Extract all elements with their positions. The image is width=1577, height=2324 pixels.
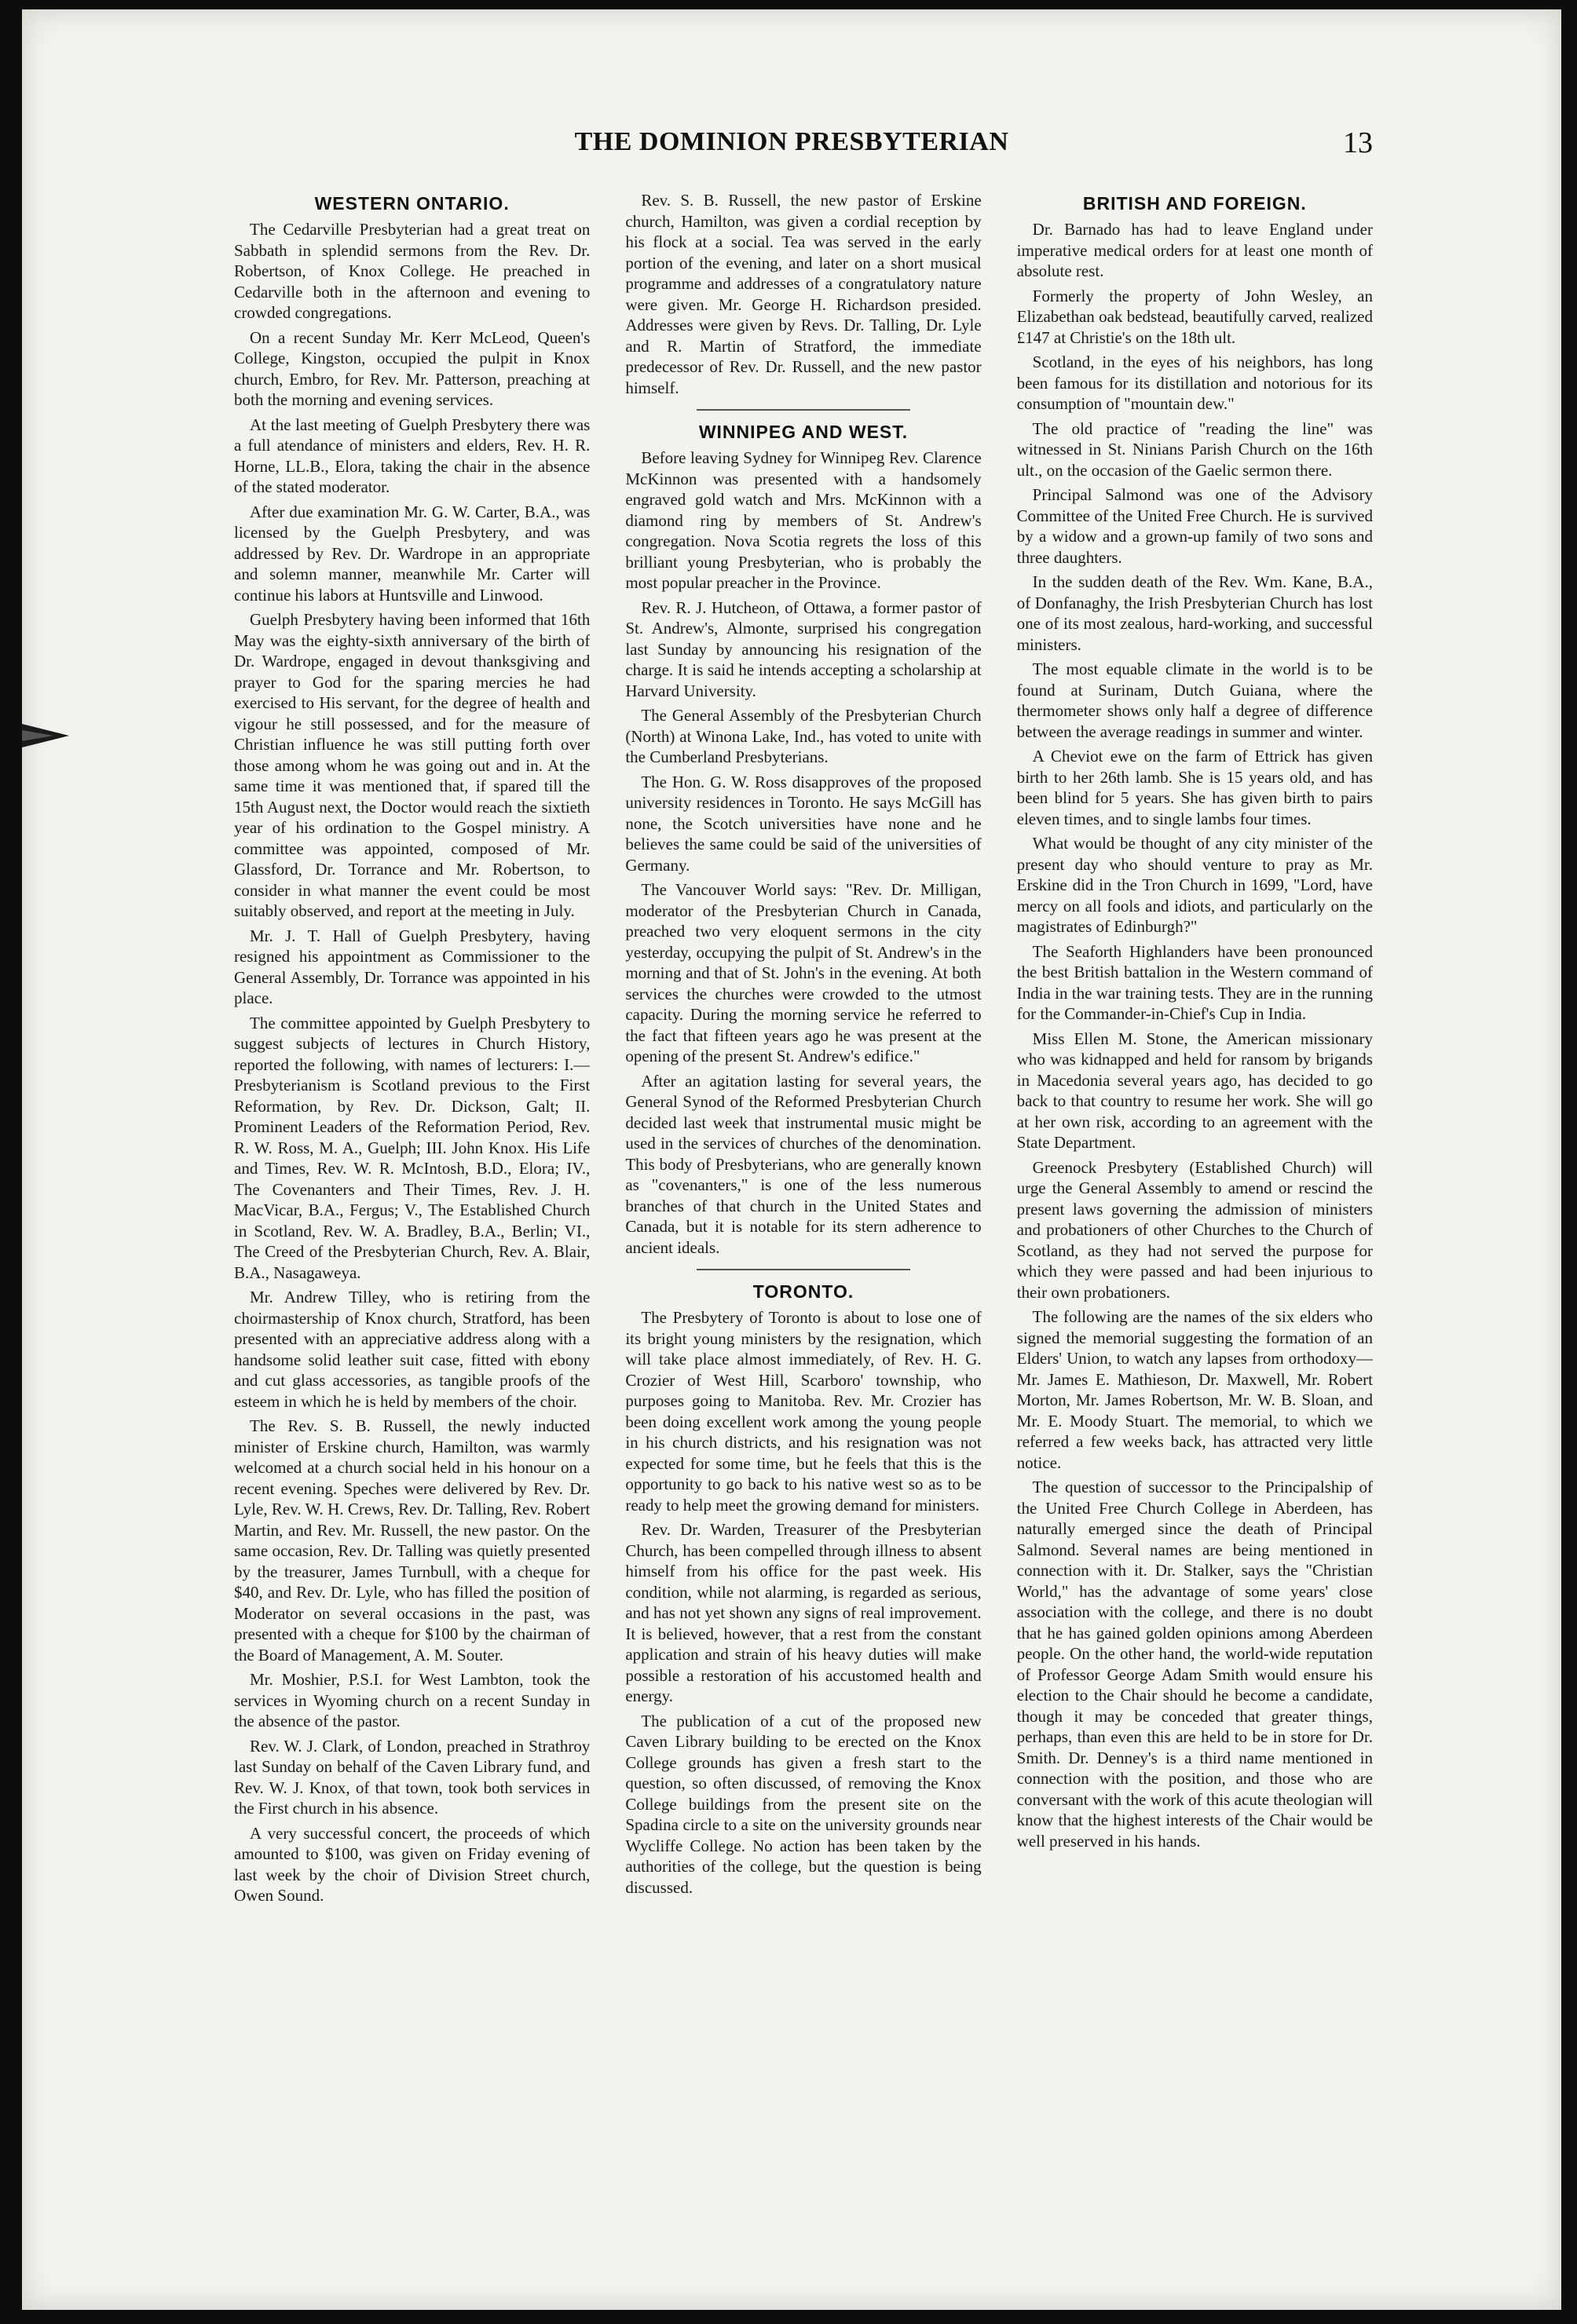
- paragraph-group: [1017, 219, 1373, 1851]
- article-paragraph: The question of successor to the Principalship of the United Free Church College in Aberdeen, has naturally emerged since the death of Principal Salmond. Several names are being mentioned in connection with it. Dr. Stalker, says the "Christian World," has the advantage of some years' close association with the college, and there is no doubt that he has gained golden opinions among Aberdeen people. On the other hand, the world-wide reputation of Professor George Adam Smith would ensure his election to the Chair should he become a candidate, though it may be conceded that greater things, perhaps, than even this are held to be in store for Dr. Smith. Dr. Denney's is a third name mentioned in connection with the position, and those who are conversant with the work of this acute theologian will know that the highest interests of the Chair would be well preserved in his hands.: [1016, 1478, 1373, 1851]
- article-paragraph: A Cheviot ewe on the farm of Ettrick has given birth to her 26th lamb. She is 15 years old, and has been blind for 5 years. She has given birth to pairs eleven times, and to single lambs four times.: [1016, 747, 1373, 828]
- article-paragraph: Miss Ellen M. Stone, the American missionary who was kidnapped and held for ransom by brigands in Macedonia several years ago, has decided to go back to that country to resume her work. She will go at her own risk, according to an agreement with the State Department.: [1016, 1029, 1373, 1152]
- article-paragraph: The publication of a cut of the proposed new Caven Library building to be erected on the Knox College grounds has given a fresh start to the question, so often discussed, of removing the Knox College buildings from the present site on the Spadina circle to a site on the university grounds near Wycliffe College. No action has been taken by the authorities of the college, but the question is being discussed.: [625, 1711, 982, 1897]
- article-paragraph: Rev. Dr. Warden, Treasurer of the Presbyterian Church, has been compelled through illness to absent himself from his office for the past week. His condition, while not alarming, is regarded as serious, and has not yet shown any signs of real improvement. It is believed, however, that a rest from the constant application and strain of his heavy duties will make possible a restoration of his accustomed health and energy.: [625, 1520, 982, 1705]
- article-paragraph: After due examination Mr. G. W. Carter, B.A., was licensed by the Guelph Presbytery, and was addressed by Rev. Dr. Wardrope in an appropriate and solemn manner, meanwhile Mr. Carter will continue his labors at Huntsville and Linwood.: [234, 502, 591, 605]
- section-divider: [697, 1269, 910, 1270]
- article-paragraph: Rev. S. B. Russell, the new pastor of Erskine church, Hamilton, was given a cordial reception by his flock at a social. Tea was served in the early portion of the evening, and later on a short musical programme and addresses of a congratulatory nature were given. Mr. George H. Richardson presided. Addresses were given by Revs. Dr. Talling, Dr. Lyle and R. Martin of Stratford, the immediate predecessor of Rev. Dr. Russell, and the new pastor himself.: [625, 191, 982, 397]
- article-paragraph: In the sudden death of the Rev. Wm. Kane, B.A., of Donfanaghy, the Irish Presbyterian Church has lost one of its most zealous, hard-working, and successful ministers.: [1016, 572, 1373, 654]
- column-british-foreign: [1017, 190, 1373, 2200]
- article-paragraph: On a recent Sunday Mr. Kerr McLeod, Queen's College, Kingston, occupied the pulpit in Knox church, Embro, for Rev. Mr. Patterson, preaching at both the morning and evening services.: [234, 327, 591, 409]
- scan-artifact-icon: [22, 716, 77, 755]
- section-divider: [697, 409, 910, 411]
- article-paragraph: At the last meeting of Guelph Presbytery there was a full atendance of ministers and elders, Rev. H. R. Horne, LL.B., Elora, taking the chair in the absence of the stated moderator.: [234, 415, 591, 496]
- article-paragraph: The Rev. S. B. Russell, the newly inducted minister of Erskine church, Hamilton, was warmly welcomed at a church social held in his honour on a recent evening. Speches were delivered by Rev. Dr. Lyle, Rev. W. H. Crews, Rev. Dr. Talling, Rev. Robert Martin, and Rev. Mr. Russell, the new pastor. On the same occasion, Rev. Dr. Talling was quietly presented by the treasurer, James Turnbull, with a cheque for $40, and Rev. Dr. Lyle, who has filled the position of Moderator on several occasions in the past, was presented with a cheque for $100 by the chairman of the Board of Management, A. M. Souter.: [234, 1416, 591, 1664]
- article-paragraph: A very successful concert, the proceeds of which amounted to $100, was given on Friday evening of last week by the choir of Division Street church, Owen Sound.: [234, 1823, 591, 1905]
- section-heading: BRITISH AND FOREIGN.: [1082, 193, 1307, 214]
- article-paragraph: Guelph Presbytery having been informed that 16th May was the eighty-sixth anniversary of the birth of Dr. Wardrope, engaged in devout thanksgiving and prayer to God for the sparing mercies he had exercised to His servant, for the degree of health and vigour he still possessed, and for the measure of Christian influence he was still putting forth over those among whom he was going out and in. At the same time it was mentioned that, if spared till the 15th August next, the Doctor would reach the sixtieth year of his ordination to the Gospel ministry. A committee was appointed, composed of Mr. Glassford, Dr. Torrance and Mr. Robertson, to consider in what manner the event could be most suitably observed, and report at the meeting in July.: [234, 610, 591, 920]
- article-columns: [234, 190, 1373, 2200]
- section-heading: WINNIPEG AND WEST.: [698, 422, 909, 442]
- article-paragraph: The General Assembly of the Presbyterian Church (North) at Winona Lake, Ind., has voted to unite with the Cumberland Presbyterians.: [625, 706, 982, 766]
- paragraph-group: [625, 190, 981, 398]
- article-paragraph: Formerly the property of John Wesley, an Elizabethan oak bedstead, beautifully carved, realized £147 at Christie's on the 18th ult.: [1016, 286, 1373, 347]
- masthead-title: THE DOMINION PRESBYTERIAN: [574, 127, 1009, 156]
- article-paragraph: The following are the names of the six elders who signed the memorial suggesting the formation of an Elders' Union, to watch any lapses from orthodoxy—Mr. James E. Mathieson, Dr. Maxwell, Mr. Robert Morton, Mr. James Robertson, Mr. W. B. Sloan, and Mr. E. Moody Stuart. The memorial, to which we referred a few weeks back, has attracted very little notice.: [1016, 1307, 1373, 1472]
- paragraph-group: [625, 448, 981, 1258]
- article-paragraph: The Vancouver World says: "Rev. Dr. Milligan, moderator of the Presbyterian Church in Canada, preached two very eloquent sermons in the city yesterday, occupying the pulpit of St. Andrew's in the morning and that of St. John's in the evening. At both services the churches were crowded to the utmost capacity. During the morning service he referred to the fact that fifteen years ago he was present at the opening of the present St. Andrew's edifice.": [625, 880, 982, 1065]
- article-paragraph: Principal Salmond was one of the Advisory Committee of the United Free Church. He is survived by a widow and a grown-up family of two sons and three daughters.: [1016, 485, 1373, 567]
- article-paragraph: The committee appointed by Guelph Presbytery to suggest subjects of lectures in Church History, reported the following, with names of lecturers: I.—Presbyterianism is Scotland previous to the First Reformation, by Rev. Dr. Dickson, Galt; II. Prominent Leaders of the Reformation Period, Rev. R. W. Ross, M. A., Guelph; III. John Knox. His Life and Times, Rev. W. R. McIntosh, B.D., Elora; IV., The Covenanters and Their Times, Rev. J. H. MacVicar, B.A., Fergus; V., The Established Church in Scotland, Rev. W. A. Bradley, B.A., Berlin; VI., The Creed of the Presbyterian Church, Rev. A. Blair, B.A., Nasagaweya.: [234, 1013, 591, 1282]
- article-paragraph: The old practice of "reading the line" was witnessed in St. Ninians Parish Church on the 16th ult., on the occasion of the Gaelic sermon there.: [1016, 418, 1373, 480]
- article-paragraph: Mr. J. T. Hall of Guelph Presbytery, having resigned his appointment as Commissioner to the General Assembly, Dr. Torrance was appointed in his place.: [234, 926, 591, 1007]
- section-heading: TORONTO.: [752, 1281, 854, 1302]
- article-paragraph: Mr. Andrew Tilley, who is retiring from the choirmastership of Knox church, Stratford, has been presented with an appreciative address along with a handsome solid leather suit case, fitted with ebony and cut glass accessories, as tangible proofs of the esteem in which he is held by members of the choir.: [234, 1288, 591, 1411]
- article-paragraph: Before leaving Sydney for Winnipeg Rev. Clarence McKinnon was presented with a handsomely engraved gold watch and Mrs. McKinnon with a diamond ring by members of St. Andrew's congregation. Nova Scotia regrets the loss of this brilliant young Presbyterian, who is probably the most popular preacher in the Province.: [625, 448, 982, 592]
- article-paragraph: The Seaforth Highlanders have been pronounced the best British battalion in the Western command of India in the war training tests. They are in the running for the Commander-in-Chief's Cup in India.: [1016, 941, 1373, 1023]
- paragraph-group: [625, 1307, 981, 1898]
- page-number: 13: [1343, 126, 1373, 159]
- article-paragraph: Mr. Moshier, P.S.I. for West Lambton, took the services in Wyoming church on a recent Sunday in the absence of the pastor.: [234, 1670, 591, 1730]
- paragraph-group: [234, 219, 590, 1906]
- newspaper-page: [22, 9, 1561, 2310]
- article-paragraph: The Hon. G. W. Ross disapproves of the proposed university residences in Toronto. He says McGill has none, the Scotch universities have none and he believes the same could be said of the universities of Germany.: [625, 772, 982, 875]
- article-paragraph: What would be thought of any city minister of the present day who should venture to pray as Mr. Erskine did in the Tron Church in 1699, "Lord, have mercy on all fools and idiots, and particularly on the magistrates of Edinburgh?": [1016, 834, 1373, 936]
- article-paragraph: Greenock Presbytery (Established Church) will urge the General Assembly to amend or rescind the present laws governing the admission of ministers and probationers of other Churches to the Church of Scotland, as they had not served the purpose for which they were passed and had been injurious to their own probationers.: [1016, 1157, 1373, 1302]
- column-western-ontario: [234, 190, 590, 2200]
- article-paragraph: Rev. R. J. Hutcheon, of Ottawa, a former pastor of St. Andrew's, Almonte, surprised his congregation last Sunday by announcing his resignation of the charge. It is said he intends accepting a scholarship at Harvard University.: [625, 597, 982, 700]
- article-paragraph: After an agitation lasting for several years, the General Synod of the Reformed Presbyterian Church decided last week that instrumental music might be used in the services of churches of the denomination. This body of Presbyterians, who are generally known as "covenanters," is one of the less numerous branches of that church in the United States and Canada, but it is notable for its stern adherence to ancient ideals.: [625, 1071, 982, 1257]
- article-paragraph: The Presbytery of Toronto is about to lose one of its bright young ministers by the resignation, which will take place almost immediately, of Rev. H. G. Crozier of West Hill, Scarboro' township, who purposes going to Manitoba. Rev. Mr. Crozier has been doing excellent work among the young people in his church districts, and his resignation was not expected for some time, but he feels that this is the opportunity to go back to his native west so as to be ready to help meet the growing demand for ministers.: [625, 1308, 982, 1515]
- article-paragraph: Rev. W. J. Clark, of London, preached in Strathroy last Sunday on behalf of the Caven Library fund, and Rev. W. J. Knox, of that town, took both services in the First church in his absence.: [234, 1736, 591, 1818]
- section-heading: WESTERN ONTARIO.: [314, 193, 510, 214]
- article-paragraph: Dr. Barnado has had to leave England under imperative medical orders for at least one month of absolute rest.: [1016, 220, 1373, 280]
- column-winnipeg-toronto: [625, 190, 981, 2200]
- article-paragraph: The Cedarville Presbyterian had a great treat on Sabbath in splendid sermons from the Rev. Dr. Robertson, of Knox College. He preached in Cedarville both in the afternoon and evening to crowded congregations.: [234, 220, 591, 322]
- article-paragraph: Scotland, in the eyes of his neighbors, has long been famous for its distillation and notorious for its consumption of "mountain dew.": [1016, 353, 1373, 413]
- article-paragraph: The most equable climate in the world is to be found at Surinam, Dutch Guiana, where the thermometer shows only half a degree of difference between the average readings in summer and winter.: [1016, 660, 1373, 741]
